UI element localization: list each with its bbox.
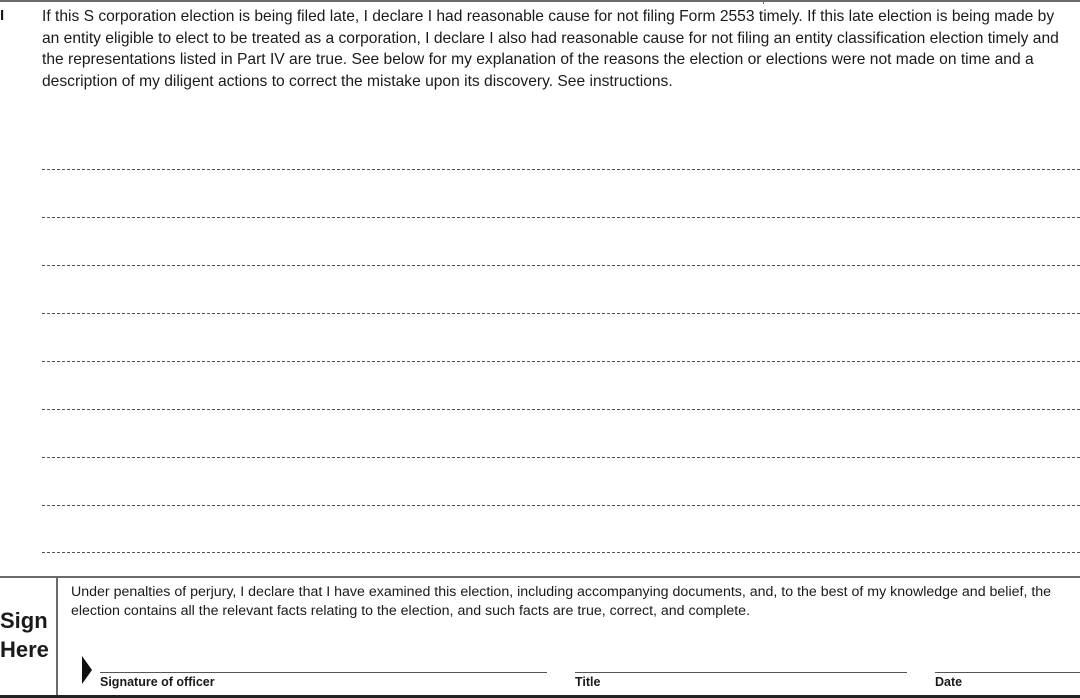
explanation-line-7[interactable]	[42, 457, 1080, 458]
explanation-line-2[interactable]	[42, 217, 1080, 218]
explanation-line-9[interactable]	[42, 552, 1080, 553]
sign-section-top-rule	[0, 576, 1080, 578]
perjury-declaration: Under penalties of perjury, I declare that I have examined this election, including accompanying documents, and, to the best of my knowledge and belief, the election contains all the relevant facts relating to the election, and such facts are true, correct, and complete.	[71, 584, 1052, 619]
sign-label-line1: Sign	[0, 608, 48, 633]
signature-field[interactable]	[100, 672, 547, 673]
sign-here-label	[0, 606, 49, 664]
explanation-line-6[interactable]	[42, 409, 1080, 410]
explanation-line-1[interactable]	[42, 169, 1080, 170]
late-election-declaration-text: If this S corporation election is being filed late, I declare I had reasonable cause for not filing Form 2553 timely. If this late election is being made by an entity eligible to elect to be treated as a corporation, I declare I also had reasonable cause for not filing an entity classification election timely and the representations listed in Part IV are true. See below for my explanation of the reasons the election or elections were not made on time and a description of my diligent actions to correct the mistake upon its discovery. See instructions.	[42, 8, 1059, 90]
signature-label: Signature of officer	[100, 675, 215, 689]
explanation-line-5[interactable]	[42, 361, 1080, 362]
right-triangle-arrow-icon	[82, 656, 92, 684]
top-border-tick	[763, 0, 764, 4]
item-letter: I	[0, 7, 5, 24]
explanation-line-4[interactable]	[42, 313, 1080, 314]
date-label: Date	[935, 675, 963, 689]
top-border-rule	[0, 0, 1080, 2]
title-label: Title	[575, 675, 601, 689]
date-field[interactable]	[935, 672, 1080, 673]
explanation-line-3[interactable]	[42, 265, 1080, 266]
title-field[interactable]	[575, 672, 907, 673]
explanation-line-8[interactable]	[42, 505, 1080, 506]
sign-section-divider	[56, 577, 58, 698]
sign-label-line2: Here	[0, 637, 49, 662]
